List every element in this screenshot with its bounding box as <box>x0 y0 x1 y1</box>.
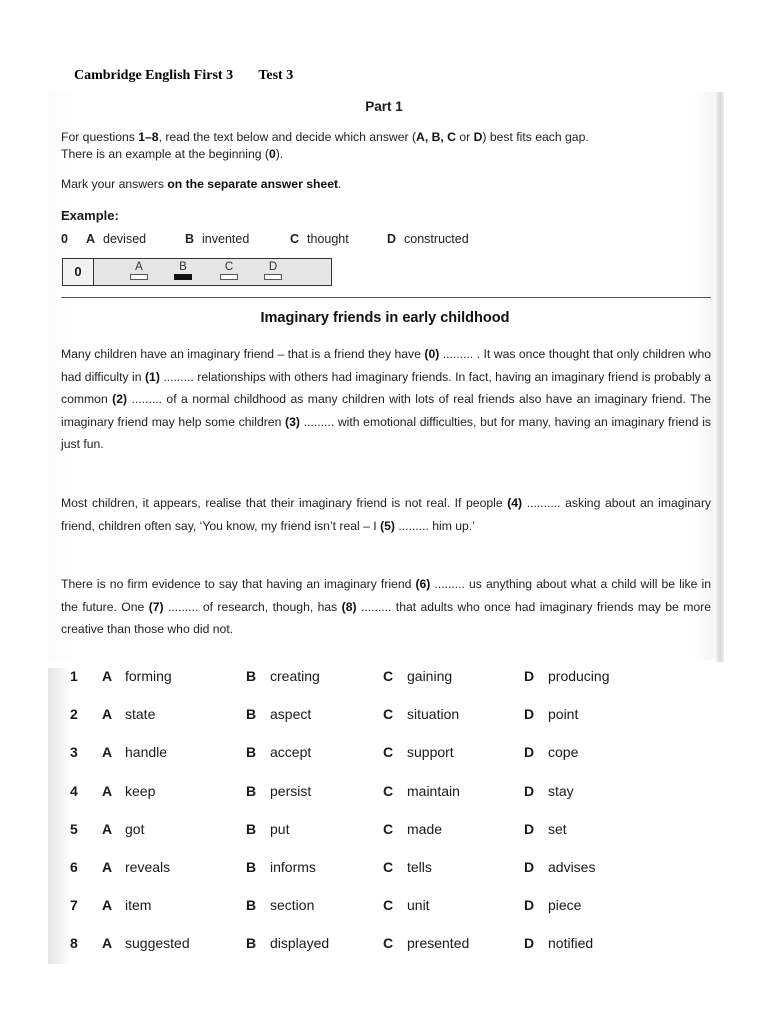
option-letter-c: C <box>383 668 394 684</box>
question-number: 5 <box>70 820 78 837</box>
option-letter-d: D <box>524 859 535 875</box>
option-b: put <box>270 820 290 837</box>
option-d: point <box>548 706 579 723</box>
example-option-a: A devised <box>86 232 147 246</box>
option-d: notified <box>548 935 594 952</box>
option-letter-d: D <box>524 935 535 952</box>
answer-bubble-d: D <box>263 261 283 280</box>
option-letter-b: B <box>246 744 257 761</box>
option-letter-c: C <box>383 859 394 875</box>
answer-sheet-number: 0 <box>63 259 94 285</box>
question-row <box>70 821 670 851</box>
option-letter-d: D <box>524 782 535 799</box>
section-divider <box>61 297 711 298</box>
option-letter-d: D <box>524 668 535 684</box>
option-a: reveals <box>125 859 171 875</box>
scan-edge-shadow <box>714 92 724 662</box>
option-letter-a: A <box>102 706 113 723</box>
test-label: Test 3 <box>258 68 294 83</box>
example-option-c: C thought <box>290 232 349 246</box>
answer-bubble-b: B <box>173 261 193 280</box>
option-c: made <box>407 820 443 837</box>
part-title: Part 1 <box>365 99 403 114</box>
option-c: tells <box>407 859 432 875</box>
option-b: aspect <box>270 706 312 723</box>
question-row <box>70 897 670 927</box>
book-title: Cambridge English First 3 <box>74 68 234 83</box>
option-letter-a: A <box>102 782 113 799</box>
instructions <box>61 129 711 163</box>
question-number: 6 <box>70 859 78 875</box>
option-b: informs <box>270 859 316 875</box>
option-c: gaining <box>407 668 453 684</box>
option-letter-c: C <box>383 782 394 799</box>
paragraph-text: Most children, it appears, realise that their imaginary friend is not real. If people (4) .......... asking about an imaginary friend, children often say, ‘You know, my friend isn’t real – I (5) ......... him up.’ <box>61 496 711 533</box>
paragraph-text: Many children have an imaginary friend – that is a friend they have (0) ......... . It was once thought that only children who had difficulty in (1) ......... relationships with others had imaginary friends. In fact, having an imaginary friend is probably a common (2) ......... of a normal childhood as many children with lots of real friends also have an imaginary friend. The imaginary friend may help some children (3) ......... with emotional difficulties, but for many, having an imaginary friend is just fun. <box>61 347 712 451</box>
option-c: maintain <box>407 782 460 799</box>
question-number: 8 <box>70 935 78 952</box>
option-letter-b: B <box>246 859 257 875</box>
option-letter-d: D <box>524 897 535 914</box>
answer-bubble-a: A <box>129 261 149 280</box>
example-answer-sheet <box>62 258 332 286</box>
option-c: support <box>407 744 454 761</box>
option-letter-a: A <box>102 820 113 837</box>
option-letter-b: B <box>246 782 257 799</box>
option-letter-a: A <box>102 744 113 761</box>
option-letter-b: B <box>246 935 257 952</box>
option-a: forming <box>125 668 172 684</box>
option-a: item <box>125 897 152 914</box>
option-letter-c: C <box>383 897 394 914</box>
question-row <box>70 935 670 965</box>
instruction-line-1: For questions 1–8, read the text below and decide which answer (A, B, C or D) best fits each gap. <box>61 130 589 144</box>
answer-bubble-c: C <box>219 261 239 280</box>
option-letter-d: D <box>524 744 535 761</box>
question-row <box>70 783 670 813</box>
option-b: accept <box>270 744 312 761</box>
option-b: persist <box>270 782 312 799</box>
example-option-d: D constructed <box>387 232 469 246</box>
option-d: producing <box>548 668 610 684</box>
option-d: piece <box>548 897 582 914</box>
option-c: unit <box>407 897 430 914</box>
scan-left-shadow <box>48 668 70 964</box>
option-letter-c: C <box>383 706 394 723</box>
question-row <box>70 668 670 698</box>
option-a: suggested <box>125 935 190 952</box>
option-d: set <box>548 820 567 837</box>
instruction-line-3: Mark your answers on the separate answer sheet. <box>61 177 342 191</box>
question-row <box>70 859 670 889</box>
option-a: handle <box>125 744 168 761</box>
option-letter-b: B <box>246 706 257 723</box>
option-letter-c: C <box>383 820 394 837</box>
option-c: presented <box>407 935 470 952</box>
page-header <box>74 68 315 84</box>
option-d: cope <box>548 744 579 761</box>
option-b: section <box>270 897 315 914</box>
passage-paragraph-2 <box>61 492 711 537</box>
question-row <box>70 706 670 736</box>
option-letter-d: D <box>524 706 535 723</box>
question-number: 3 <box>70 744 78 761</box>
passage-paragraph-3 <box>61 573 711 641</box>
option-b: displayed <box>270 935 330 952</box>
option-letter-c: C <box>383 935 394 952</box>
question-number: 4 <box>70 782 78 799</box>
option-letter-b: B <box>246 668 257 684</box>
question-number: 2 <box>70 706 78 723</box>
instruction-line-2: There is an example at the beginning (0). <box>61 147 284 161</box>
option-a: got <box>125 820 145 837</box>
question-number: 7 <box>70 897 78 914</box>
option-letter-a: A <box>102 935 113 952</box>
example-option-b: B invented <box>185 232 250 246</box>
option-letter-a: A <box>102 668 113 684</box>
question-row <box>70 744 670 774</box>
option-letter-b: B <box>246 897 257 914</box>
option-letter-c: C <box>383 744 394 761</box>
option-b: creating <box>270 668 320 684</box>
option-letter-b: B <box>246 820 257 837</box>
paragraph-text: There is no firm evidence to say that having an imaginary friend (6) ......... us anything about what a child will be like in the future. One (7) ......... of research, though, has (8) ......... that adults who once had imaginary friends may be more creative than those who did not. <box>61 577 711 636</box>
option-a: keep <box>125 782 156 799</box>
option-letter-d: D <box>524 820 535 837</box>
option-d: advises <box>548 859 596 875</box>
option-letter-a: A <box>102 859 113 875</box>
passage-paragraph-1 <box>61 343 711 456</box>
passage-title: Imaginary friends in early childhood <box>260 310 510 326</box>
option-c: situation <box>407 706 460 723</box>
option-d: stay <box>548 782 574 799</box>
option-a: state <box>125 706 156 723</box>
option-letter-a: A <box>102 897 113 914</box>
example-label: Example: <box>61 208 119 223</box>
example-number: 0 <box>61 232 68 246</box>
question-number: 1 <box>70 668 78 684</box>
